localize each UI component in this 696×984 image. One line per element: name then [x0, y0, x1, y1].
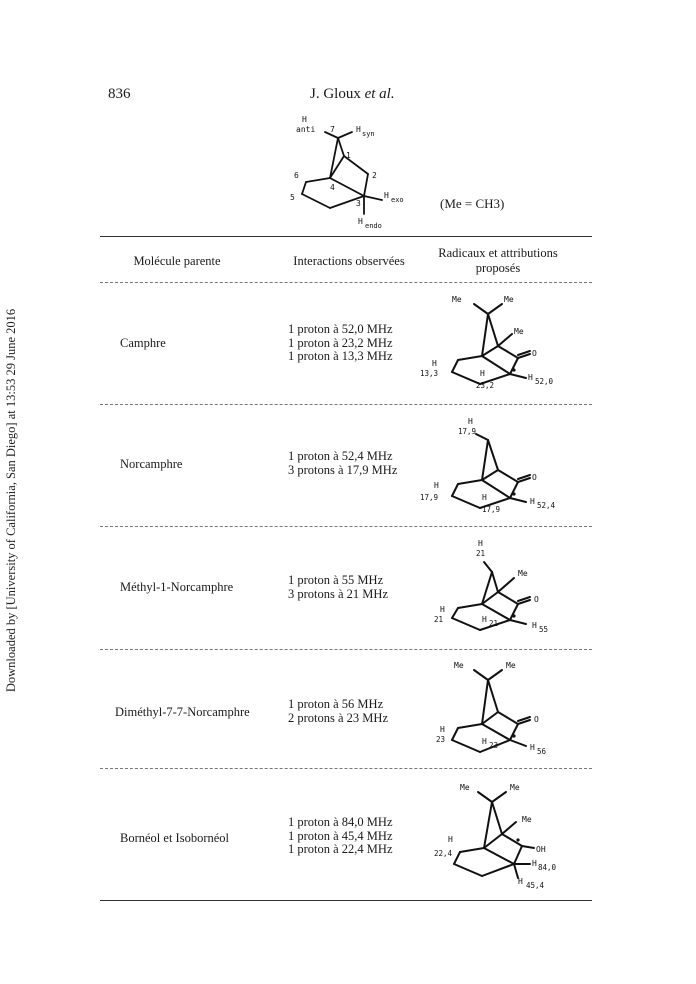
label-h-right: H: [530, 743, 535, 752]
interaction-lines: [288, 698, 388, 725]
label-oxygen: O: [532, 349, 537, 358]
table-bottom-rule: [100, 900, 592, 901]
radical-structure-dimethyl-norcamphre: [418, 656, 568, 764]
label-h-top: H: [468, 417, 473, 426]
label-h-top-value: 21: [476, 549, 486, 558]
interaction-line: 1 proton à 56 MHz: [288, 697, 384, 711]
label-h-right: H: [528, 373, 533, 382]
structure-H-endo: H: [358, 217, 363, 226]
structure-syn-label: syn: [362, 130, 375, 138]
label-low-value: 23: [489, 741, 499, 750]
running-head: [310, 86, 395, 103]
label-h-value: 13,3: [420, 369, 439, 378]
label-h-value: 23: [436, 735, 446, 744]
label-me-side: Me: [514, 327, 524, 336]
interaction-line: 3 protons à 21 MHz: [288, 586, 388, 601]
row-divider: [100, 649, 592, 650]
header-molecule-text: Molécule parente: [133, 254, 221, 268]
header-interactions: [284, 254, 414, 269]
label-me-right: Me: [510, 783, 520, 792]
label-h: H: [432, 359, 437, 368]
label-me-left: Me: [452, 295, 462, 304]
label-h-low: H: [482, 493, 487, 502]
label-h-low: H: [480, 369, 485, 378]
structure-H7-anti: H: [302, 115, 307, 124]
label-me-side: Me: [522, 815, 532, 824]
molecule-name: Diméthyl-7-7-Norcamphre: [115, 705, 250, 719]
norbornane-numbering-structure: [280, 108, 440, 240]
structure-num-1: 1: [346, 151, 351, 160]
label-me-right: Me: [506, 661, 516, 670]
label-h: H: [440, 605, 445, 614]
label-h-right-value: 84,0: [538, 863, 557, 872]
molecule-name: Norcamphre: [120, 457, 183, 471]
label-h: H: [440, 725, 445, 734]
label-me-left: Me: [460, 783, 470, 792]
label-h-low: H: [482, 615, 487, 624]
table-top-rule: [100, 236, 592, 237]
interaction-line: 1 proton à 45,4 MHz: [288, 828, 393, 843]
label-me-right: Me: [504, 295, 514, 304]
label-hydroxyl: OH: [536, 845, 546, 854]
header-bottom-rule: [100, 282, 592, 283]
structure-num-7: 7: [330, 125, 335, 134]
interaction-line: 1 proton à 52,4 MHz: [288, 449, 393, 463]
molecule-name: Bornéol et Isobornéol: [120, 831, 230, 845]
header-radicals-line1: Radicaux et attributions: [438, 246, 558, 260]
interaction-line: 1 proton à 23,2 MHz: [288, 335, 393, 350]
interaction-line: 1 proton à 84,0 MHz: [288, 815, 393, 829]
label-me-left: Me: [454, 661, 464, 670]
label-h-right: H: [532, 859, 537, 868]
interaction-lines: [288, 574, 388, 601]
row-divider: [100, 526, 592, 527]
label-h-right-value: 55: [539, 625, 549, 634]
label-me-side: Me: [518, 569, 528, 578]
interaction-lines: [288, 450, 397, 477]
label-h-value: 21: [434, 615, 444, 624]
label-low-value: 21: [489, 619, 499, 628]
interaction-line: 1 proton à 13,3 MHz: [288, 349, 393, 363]
running-head-etal: et al.: [364, 86, 395, 102]
interaction-line: 3 protons à 17,9 MHz: [288, 462, 398, 477]
label-h-right-value: 52,4: [537, 501, 556, 510]
interaction-line: 1 proton à 55 MHz: [288, 573, 384, 587]
label-oxygen: O: [534, 715, 539, 724]
label-h-right-value: 56: [537, 747, 547, 756]
structure-num-6: 6: [294, 171, 299, 180]
structure-H7-syn: H: [356, 125, 361, 134]
interaction-line: 1 proton à 22,4 MHz: [288, 842, 393, 856]
radical-structure-methyl-norcamphre: [418, 532, 568, 640]
interaction-lines: [288, 323, 393, 364]
structure-anti-label: anti: [296, 125, 316, 134]
label-h-right: H: [530, 497, 535, 506]
molecule-name: Camphre: [120, 336, 166, 350]
radical-structure-camphre: [418, 292, 568, 396]
label-oxygen: O: [532, 473, 537, 482]
structure-num-3: 3: [356, 199, 361, 208]
radical-structure-borneol: [418, 778, 568, 892]
structure-H-exo: H: [384, 191, 389, 200]
label-low-value: 17,9: [482, 505, 501, 514]
label-h-value: 17,9: [420, 493, 439, 502]
label-h: H: [448, 835, 453, 844]
label-h-low: H: [482, 737, 487, 746]
label-h-bottom-value: 45,4: [526, 881, 545, 890]
label-h-right-value: 52,0: [535, 377, 554, 386]
interaction-lines: [288, 816, 393, 857]
page-number: 836: [108, 86, 131, 102]
structure-num-4: 4: [330, 183, 335, 192]
header-molecule: [112, 254, 242, 269]
running-head-authors: J. Gloux: [310, 86, 361, 102]
label-h-top-value: 17,9: [458, 427, 477, 436]
me-definition-caption: (Me = CH3): [440, 196, 505, 211]
label-oxygen: O: [534, 595, 539, 604]
structure-endo-label: endo: [365, 222, 382, 230]
structure-num-5: 5: [290, 193, 295, 202]
label-h-top: H: [478, 539, 483, 548]
header-radicals: [418, 246, 578, 276]
interaction-line: 1 proton à 52,0 MHz: [288, 322, 393, 336]
label-low-value: 23,2: [476, 381, 495, 390]
structure-exo-label: exo: [391, 196, 404, 204]
row-divider: [100, 404, 592, 405]
molecule-name: Méthyl-1-Norcamphre: [120, 580, 234, 594]
download-notice-text: Downloaded by [University of California, San Diego] at 13:53 29 June 2016: [4, 308, 19, 692]
row-divider: [100, 768, 592, 769]
label-h: H: [434, 481, 439, 490]
label-h-value: 22,4: [434, 849, 453, 858]
structure-num-2: 2: [372, 171, 377, 180]
header-radicals-line2: proposés: [475, 261, 521, 275]
label-h-right: H: [532, 621, 537, 630]
radical-structure-norcamphre: [418, 410, 568, 518]
label-h-bottom: H: [518, 877, 523, 886]
download-notice: [4, 300, 20, 700]
interaction-line: 2 protons à 23 MHz: [288, 710, 388, 725]
header-interactions-text: Interactions observées: [293, 254, 405, 268]
